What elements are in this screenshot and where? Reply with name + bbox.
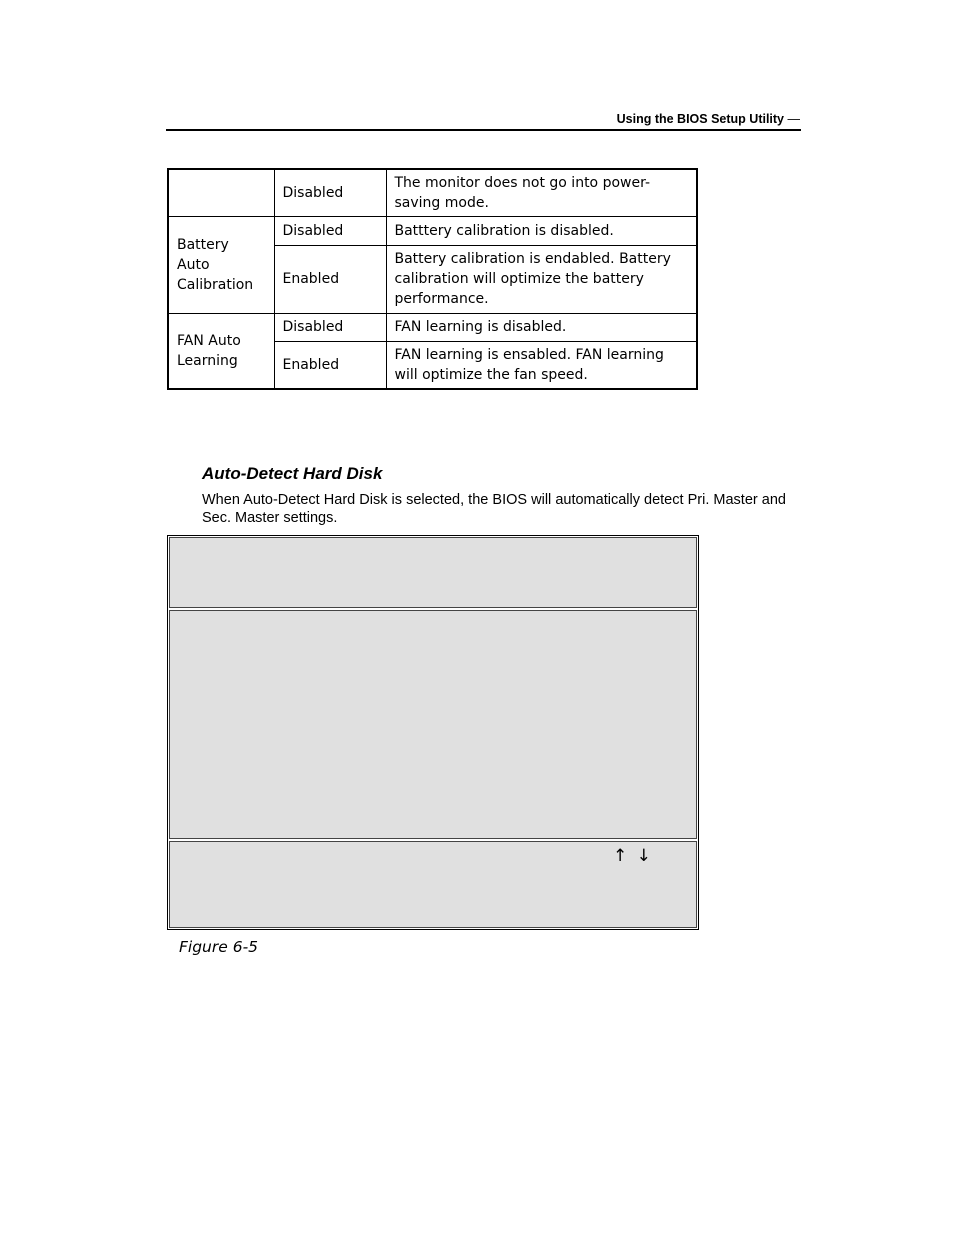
bios-content-panel	[169, 610, 697, 839]
running-header	[617, 112, 800, 126]
setting-description-cell: FAN learning is disabled.	[386, 313, 697, 341]
table-row	[168, 313, 697, 341]
setting-description-cell: Batttery calibration is disabled.	[386, 216, 697, 245]
header-title: Using the BIOS Setup Utility	[616, 112, 785, 126]
bios-help-panel	[169, 841, 697, 928]
arrow-keys-icon: ↑ ↓	[613, 846, 653, 866]
setting-value-cell: Enabled	[274, 245, 386, 313]
table-row	[168, 169, 697, 216]
table-row	[168, 216, 697, 245]
setting-name-cell: Battery Auto Calibration	[168, 216, 274, 313]
header-dash: —	[787, 112, 800, 126]
header-rule	[166, 129, 801, 131]
setting-description-cell: The monitor does not go into power-saving mode.	[386, 169, 697, 216]
bios-screen-figure	[167, 535, 699, 930]
figure-caption: Figure 6-5	[179, 938, 259, 956]
section-heading: Auto-Detect Hard Disk	[202, 464, 383, 483]
setting-description-cell: Battery calibration is endabled. Battery calibration will optimize the battery performance.	[386, 245, 697, 313]
setting-name-cell	[168, 169, 274, 216]
section-body: When Auto-Detect Hard Disk is selected, the BIOS will automatically detect Pri. Master and Sec. Master settings.	[202, 492, 786, 526]
bios-title-panel	[169, 537, 697, 608]
setting-value-cell: Enabled	[274, 341, 386, 389]
setting-name-cell: FAN Auto Learning	[168, 313, 274, 389]
settings-table	[167, 168, 698, 390]
setting-value-cell: Disabled	[274, 313, 386, 341]
setting-value-cell: Disabled	[274, 216, 386, 245]
setting-description-cell: FAN learning is ensabled. FAN learning will optimize the fan speed.	[386, 341, 697, 389]
setting-value-cell: Disabled	[274, 169, 386, 216]
